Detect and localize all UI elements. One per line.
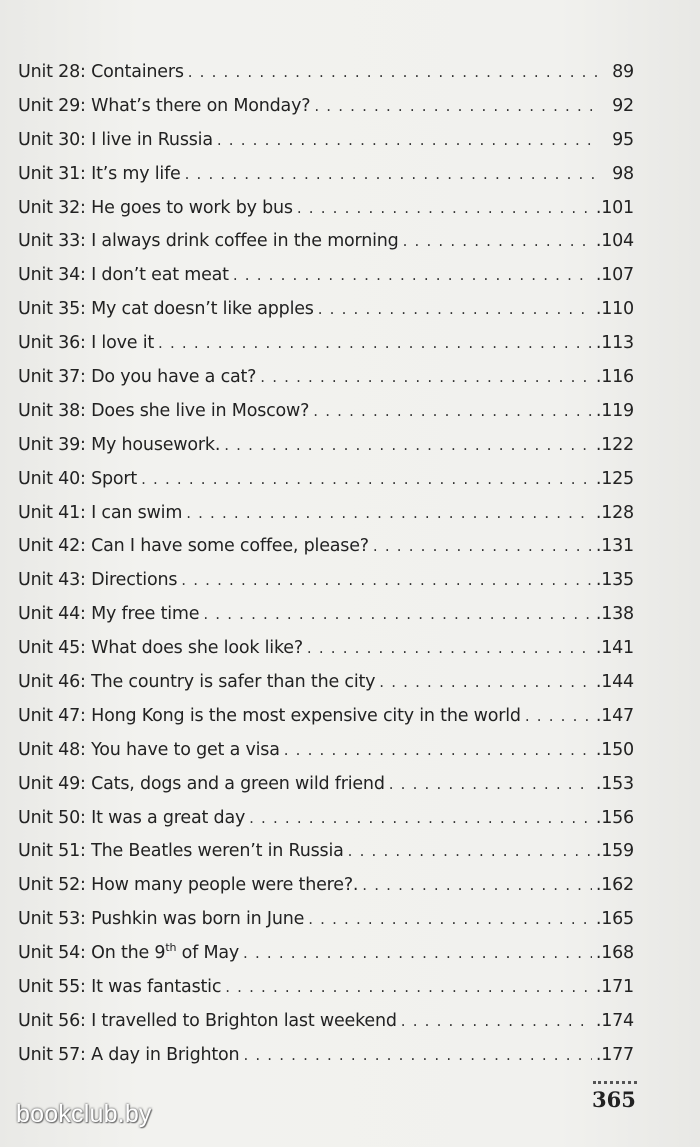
toc-entry-title: Unit 36: I love it bbox=[18, 333, 155, 354]
toc-entry bbox=[18, 192, 634, 226]
table-of-contents bbox=[18, 56, 634, 1073]
toc-entry-page: .122 bbox=[595, 434, 634, 455]
dot-leader bbox=[314, 90, 600, 124]
toc-entry-title: Unit 50: It was a great day bbox=[18, 807, 246, 828]
toc-entry-page: .144 bbox=[595, 672, 634, 693]
toc-entry-title: Unit 30: I live in Russia bbox=[18, 129, 213, 150]
toc-entry-page: .116 bbox=[595, 367, 634, 388]
toc-entry bbox=[18, 124, 634, 158]
dot-leader bbox=[307, 632, 592, 666]
dot-leader bbox=[217, 124, 600, 158]
toc-entry-page: 98 bbox=[612, 163, 634, 184]
toc-entry-title: Unit 43: Directions bbox=[18, 570, 178, 591]
toc-entry bbox=[18, 700, 634, 734]
dot-leader bbox=[297, 192, 592, 226]
toc-entry bbox=[18, 395, 634, 429]
dot-leader bbox=[318, 293, 592, 327]
toc-entry-page: .131 bbox=[595, 536, 634, 557]
dot-leader bbox=[243, 937, 592, 971]
toc-entry bbox=[18, 429, 634, 463]
toc-entry-title: Unit 51: The Beatles weren’t in Russia bbox=[18, 841, 344, 862]
toc-entry bbox=[18, 869, 634, 903]
toc-entry-title: Unit 44: My free time bbox=[18, 604, 200, 625]
toc-entry-page: .119 bbox=[595, 400, 634, 421]
toc-entry-page: .153 bbox=[595, 773, 634, 794]
footer-dotted-rule bbox=[593, 1081, 637, 1084]
dot-leader bbox=[401, 1005, 592, 1039]
dot-leader bbox=[158, 327, 592, 361]
toc-entry-title: Unit 38: Does she live in Moscow? bbox=[18, 400, 310, 421]
toc-entry bbox=[18, 598, 634, 632]
dot-leader bbox=[260, 361, 592, 395]
toc-entry-title: Unit 49: Cats, dogs and a green wild friend bbox=[18, 773, 385, 794]
toc-entry-title: Unit 31: It’s my life bbox=[18, 163, 181, 184]
toc-entry-title: Unit 40: Sport bbox=[18, 468, 138, 489]
toc-entry bbox=[18, 327, 634, 361]
dot-leader bbox=[313, 395, 592, 429]
toc-entry-page: 92 bbox=[612, 95, 634, 116]
toc-entry bbox=[18, 632, 634, 666]
toc-entry-page: .147 bbox=[595, 705, 634, 726]
toc-entry-page: .104 bbox=[595, 231, 634, 252]
toc-entry-title: Unit 42: Can I have some coffee, please? bbox=[18, 536, 369, 557]
toc-entry bbox=[18, 158, 634, 192]
toc-entry-title: Unit 28: Containers bbox=[18, 62, 184, 82]
dot-leader bbox=[284, 734, 592, 768]
dot-leader bbox=[181, 564, 592, 598]
dot-leader bbox=[233, 259, 592, 293]
toc-entry bbox=[18, 1005, 634, 1039]
dot-leader bbox=[348, 835, 592, 869]
dot-leader bbox=[186, 497, 592, 531]
toc-entry-page: .138 bbox=[595, 604, 634, 625]
toc-entry-page: .156 bbox=[595, 807, 634, 828]
dot-leader bbox=[225, 971, 592, 1005]
toc-entry bbox=[18, 903, 634, 937]
toc-entry bbox=[18, 259, 634, 293]
toc-entry bbox=[18, 937, 634, 971]
toc-entry-page: 95 bbox=[612, 129, 634, 150]
watermark: bookclub.by bbox=[16, 1100, 152, 1128]
toc-entry-page: .150 bbox=[595, 739, 634, 760]
toc-entry-title: Unit 41: I can swim bbox=[18, 502, 183, 523]
dot-leader bbox=[249, 802, 592, 836]
dot-leader bbox=[203, 598, 591, 632]
toc-entry-page: .135 bbox=[595, 570, 634, 591]
toc-entry bbox=[18, 835, 634, 869]
toc-entry-title: Unit 33: I always drink coffee in the morning bbox=[18, 231, 399, 252]
dot-leader bbox=[525, 700, 592, 734]
toc-entry bbox=[18, 463, 634, 497]
toc-entry-title: Unit 35: My cat doesn’t like apples bbox=[18, 299, 314, 320]
toc-entry bbox=[18, 802, 634, 836]
dot-leader bbox=[379, 666, 592, 700]
toc-entry-page: .101 bbox=[595, 197, 634, 218]
toc-entry bbox=[18, 90, 634, 124]
dot-leader bbox=[373, 530, 592, 564]
toc-entry-title: Unit 45: What does she look like? bbox=[18, 638, 303, 659]
page-number: 365 bbox=[592, 1087, 636, 1112]
toc-entry-title: Unit 57: A day in Brighton bbox=[18, 1044, 240, 1065]
toc-entry-title: Unit 54: On the 9th of May bbox=[18, 941, 240, 964]
superscript: th bbox=[165, 941, 177, 955]
dot-leader bbox=[185, 158, 600, 192]
toc-entry-page: .128 bbox=[595, 502, 634, 523]
toc-entry bbox=[18, 564, 634, 598]
toc-entry-title: Unit 48: You have to get a visa bbox=[18, 739, 280, 760]
toc-entry-page: .110 bbox=[595, 299, 634, 320]
toc-entry-title: Unit 52: How many people were there?. bbox=[18, 875, 359, 896]
toc-entry bbox=[18, 530, 634, 564]
toc-entry bbox=[18, 666, 634, 700]
dot-leader bbox=[308, 903, 592, 937]
toc-entry-page: .162 bbox=[595, 875, 634, 896]
toc-entry-title: Unit 56: I travelled to Brighton last weekend bbox=[18, 1010, 397, 1031]
toc-entry-title: Unit 53: Pushkin was born in June bbox=[18, 909, 305, 930]
toc-entry-title: Unit 37: Do you have a cat? bbox=[18, 367, 257, 388]
dot-leader bbox=[403, 225, 592, 259]
toc-entry bbox=[18, 971, 634, 1005]
dot-leader bbox=[188, 56, 600, 90]
toc-entry bbox=[18, 768, 634, 802]
toc-entry bbox=[18, 293, 634, 327]
toc-entry-page: .168 bbox=[595, 943, 634, 964]
toc-entry bbox=[18, 361, 634, 395]
toc-entry-page: .113 bbox=[595, 333, 634, 354]
toc-entry bbox=[18, 497, 634, 531]
toc-entry-page: .177 bbox=[595, 1044, 634, 1065]
dot-leader bbox=[224, 429, 592, 463]
toc-entry-page: 89 bbox=[612, 62, 634, 82]
toc-entry-title: Unit 46: The country is safer than the city bbox=[18, 672, 376, 693]
toc-entry-page: .174 bbox=[595, 1010, 634, 1031]
toc-entry-page: .159 bbox=[595, 841, 634, 862]
toc-entry-page: .107 bbox=[595, 265, 634, 286]
toc-entry-title: Unit 47: Hong Kong is the most expensive city in the world bbox=[18, 705, 521, 726]
dot-leader bbox=[389, 768, 592, 802]
toc-entry bbox=[18, 1039, 634, 1073]
toc-entry bbox=[18, 56, 634, 90]
toc-entry bbox=[18, 225, 634, 259]
toc-entry-title: Unit 55: It was fantastic bbox=[18, 977, 222, 998]
toc-entry-title: Unit 32: He goes to work by bus bbox=[18, 197, 293, 218]
toc-entry-title: Unit 39: My housework. bbox=[18, 434, 221, 455]
toc-entry-page: .141 bbox=[595, 638, 634, 659]
toc-entry-title: Unit 29: What’s there on Monday? bbox=[18, 95, 311, 116]
dot-leader bbox=[362, 869, 592, 903]
toc-entry-title: Unit 34: I don’t eat meat bbox=[18, 265, 229, 286]
toc-entry bbox=[18, 734, 634, 768]
toc-entry-page: .171 bbox=[595, 977, 634, 998]
dot-leader bbox=[243, 1039, 591, 1073]
toc-entry-page: .125 bbox=[595, 468, 634, 489]
dot-leader bbox=[141, 463, 592, 497]
toc-entry-page: .165 bbox=[595, 909, 634, 930]
